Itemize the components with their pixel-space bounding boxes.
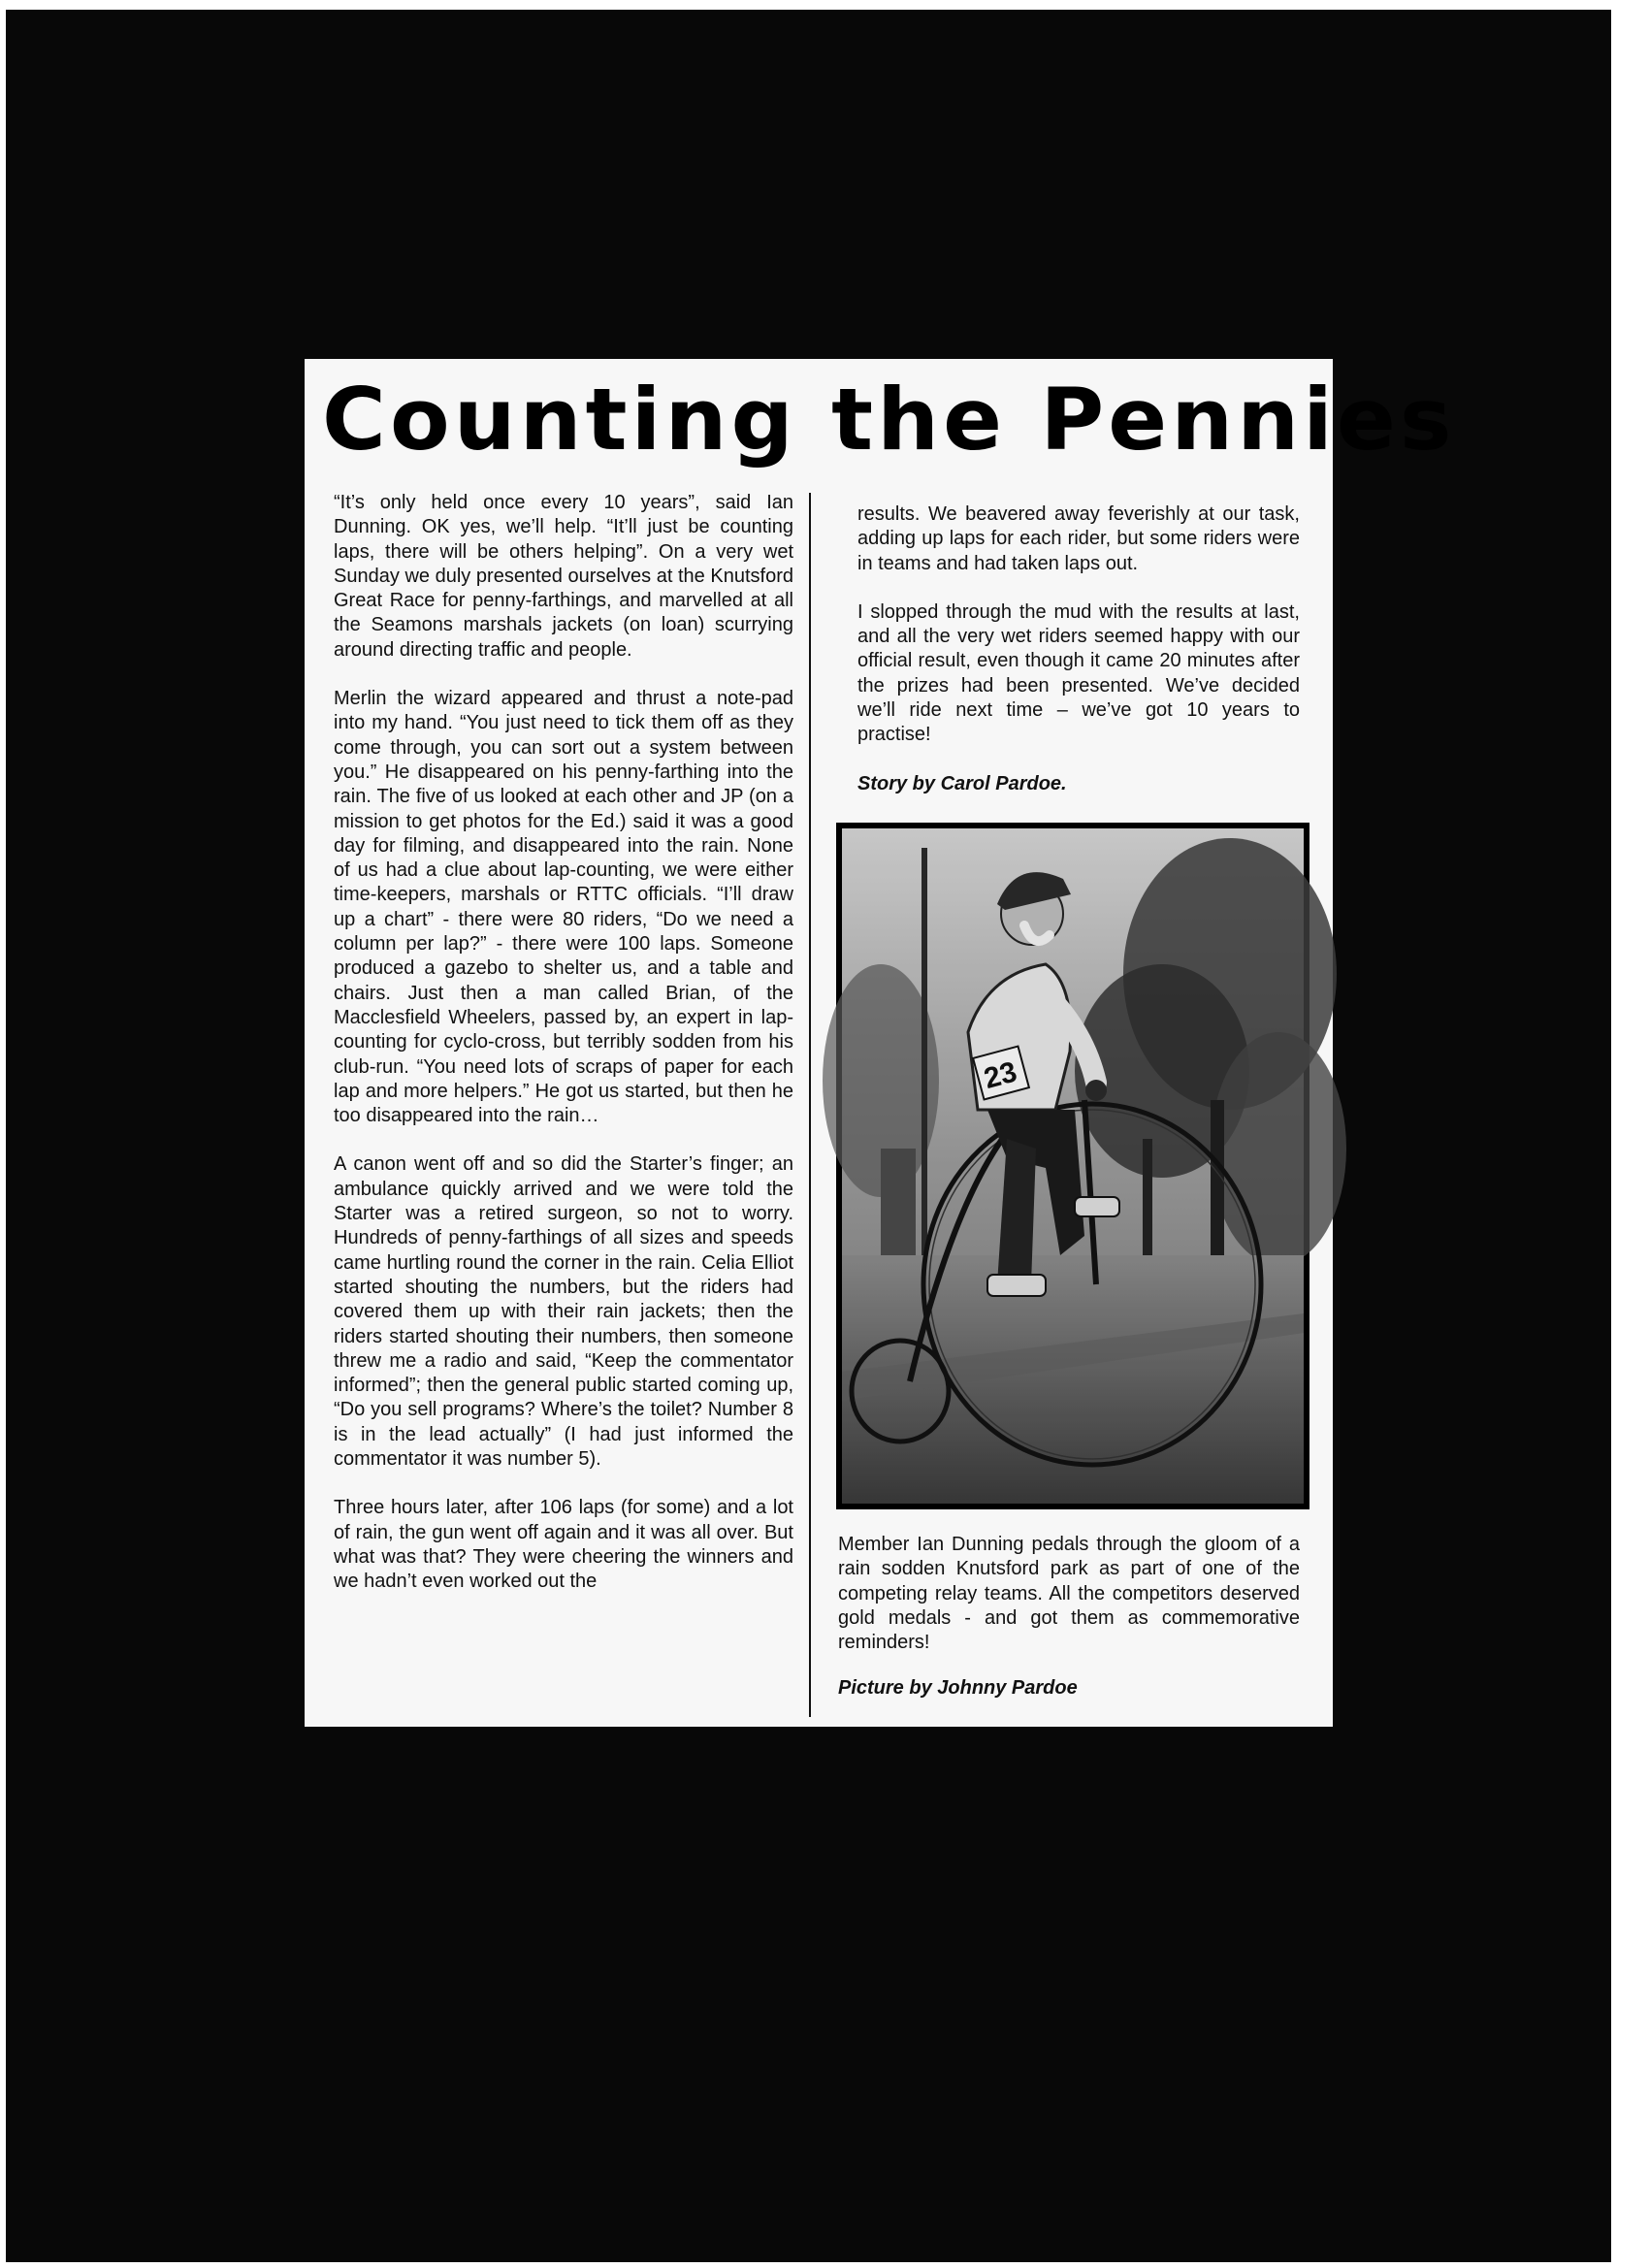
article-clipping: [305, 359, 1456, 1727]
column-divider: [809, 493, 811, 1717]
left-column: [334, 491, 793, 1618]
caption-block: [838, 1533, 1300, 1723]
race-number: 23: [980, 1055, 1020, 1096]
paragraph: Merlin the wizard appeared and thrust a note-pad into my hand. “You just need to tick them off as they come through, you can sort out a system between you.” He disappeared on his penny-farthing into the rain. The five of us looked at each other and JP (on a mission to get photos for the Ed.) said it was a good day for filming, and disappeared into the rain. None of us had a clue about lap-counting, we were either time-keepers, marshals or RTTC officials. “I’ll draw up a chart” - there were 80 riders, “Do we need a column per lap?” - there were 100 laps. Someone produced a gazebo to shelter us, and a table and chairs. Just then a man called Brian, of the Macclesfield Wheelers, passed by, an expert in lap-counting for cyclo-cross, but terribly sodden from his club-run. “You need lots of scraps of paper for each lap and more helpers.” He got us started, but then he too disappeared into the rain…: [334, 688, 793, 1127]
picture-credit: Picture by Johnny Pardoe: [838, 1677, 1078, 1700]
paragraph: “It’s only held once every 10 years”, said Ian Dunning. OK yes, we’ll help. “It’ll just be counting laps, there will be others helping”. On a very wet Sunday we duly presented ourselves at the Knutsford Great Race for penny-farthings, and marvelled at all the Seamons marshals jackets (on loan) scurrying around directing traffic and people.: [334, 492, 793, 661]
paragraph: A canon went off and so did the Starter’s finger; an ambulance quickly arrived and we were told the Starter was a retired surgeon, so not to worry. Hundreds of penny-farthings of all sizes and speeds came hurtling round the corner in the rain. Celia Elliot started shouting the numbers, but the riders had covered them up with their rain jackets; then the riders started shouting their numbers, then someone threw me a radio and said, “Keep the commentator informed”; then the general public started coming up, “Do you sell programs? Where’s the toilet? Number 8 is in the lead actually” (I had just informed the commentator it was number 5).: [334, 1153, 793, 1470]
paragraph: results. We beavered away feverishly at our task, adding up laps for each rider, but some riders were in teams and had taken laps out.: [857, 503, 1300, 574]
paragraph: Three hours later, after 106 laps (for some) and a lot of rain, the gun went off again and it was all over. But what was that? They were cheering the winners and we hadn’t even worked out the: [334, 1497, 793, 1593]
headline: Counting the Pennies: [322, 370, 1456, 470]
story-credit: Story by Carol Pardoe.: [857, 772, 1067, 794]
photo-frame: [836, 823, 1310, 1509]
right-column: [857, 502, 1300, 821]
penny-farthing-photo: [842, 828, 1304, 1504]
paragraph: I slopped through the mud with the results at last, and all the very wet riders seemed happy with our official result, even though it came 20 minutes after the prizes had been presented. We’ve decided we’ll ride next time – we’ve got 10 years to practise!: [857, 600, 1300, 746]
photo-caption: Member Ian Dunning pedals through the gloom of a rain sodden Knutsford park as part of one of the competing relay teams. All the competitors deserved gold medals - and got them as commemorative reminders!: [838, 1534, 1300, 1654]
scan-margin: [1611, 0, 1649, 2268]
